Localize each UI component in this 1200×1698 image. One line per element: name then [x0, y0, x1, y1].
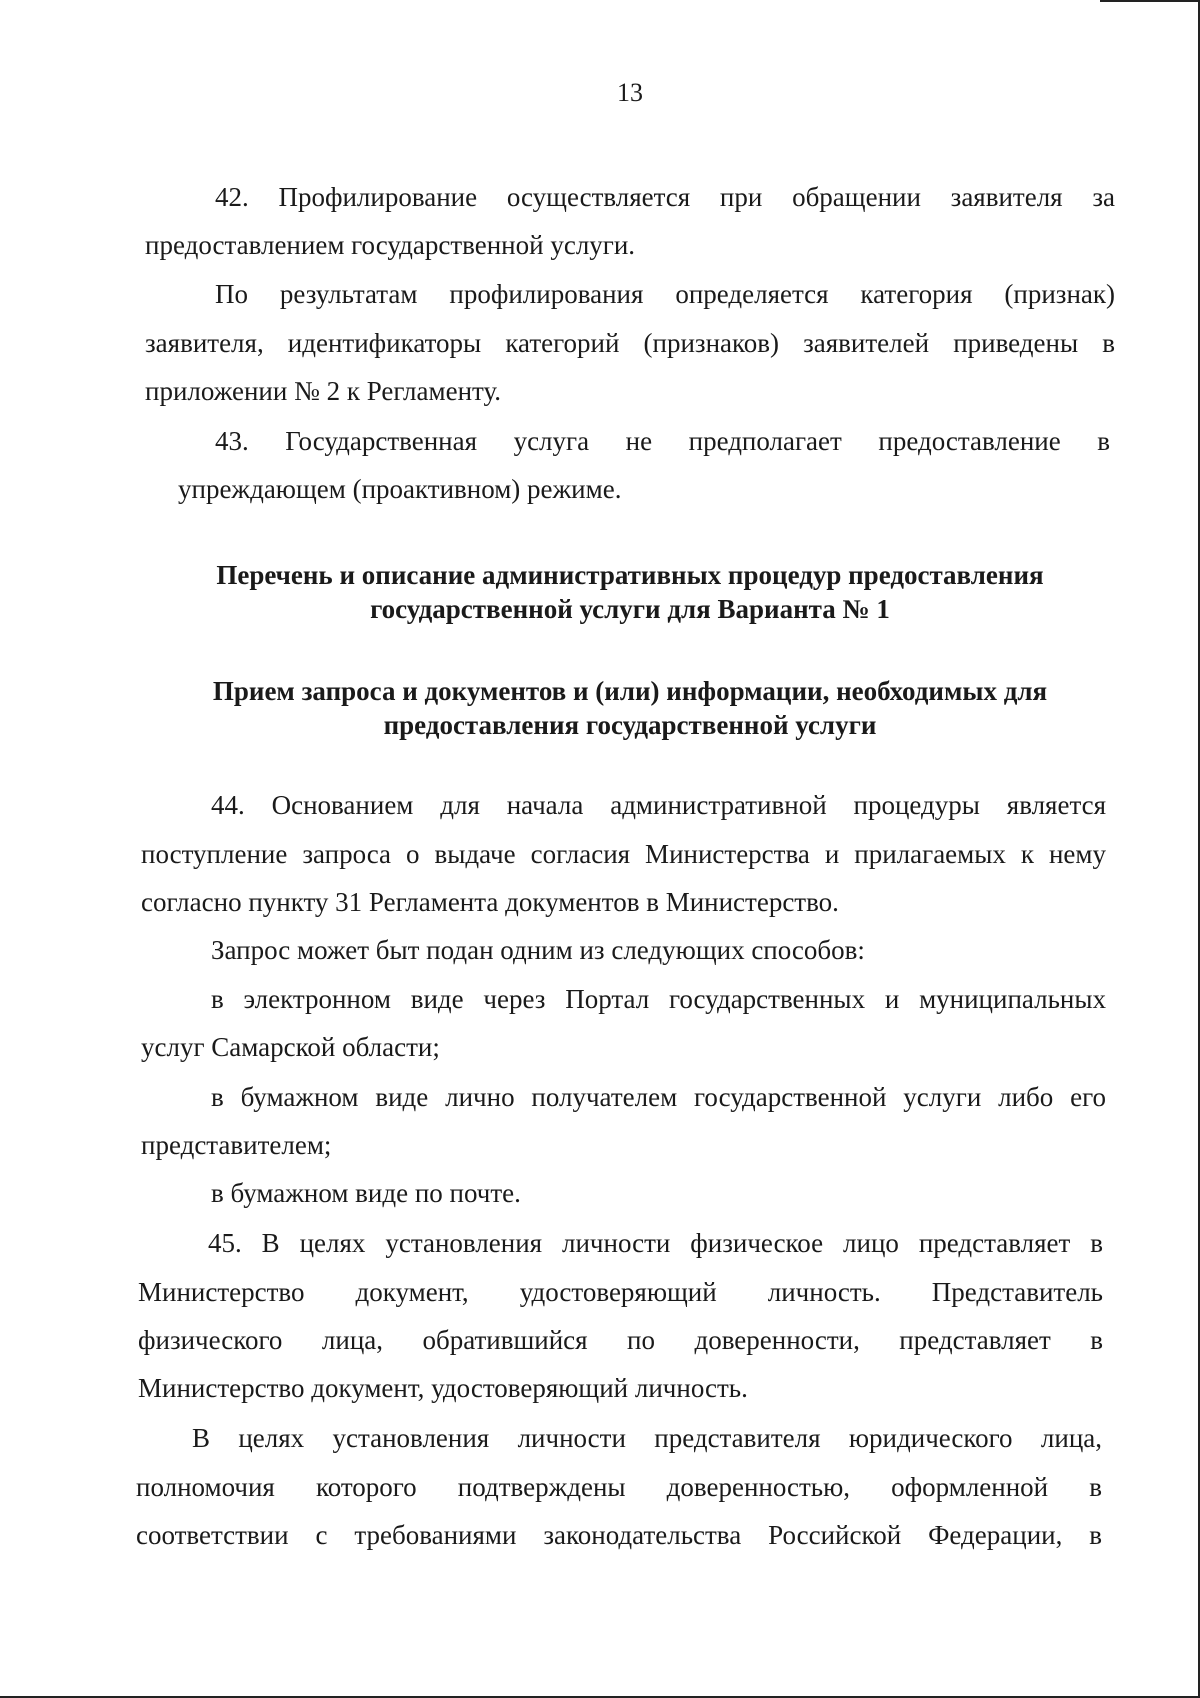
- paragraph-legal-entity-line-1: В целях установления личности представителя юридического лица,: [192, 1423, 1102, 1453]
- paragraph-electronic-line-2: услуг Самарской области;: [141, 1032, 440, 1062]
- scan-border-top: [1100, 0, 1200, 2]
- paragraph-paper-personal-line-2: представителем;: [141, 1130, 332, 1160]
- paragraph-paper-personal-line-1: в бумажном виде лично получателем государственной услуги либо его: [211, 1082, 1106, 1112]
- paragraph-44-line-2: поступление запроса о выдаче согласия Министерства и прилагаемых к нему: [141, 839, 1106, 869]
- paragraph-42-line-1: 42. Профилирование осуществляется при обращении заявителя за: [215, 182, 1115, 212]
- paragraph-paper-mail: в бумажном виде по почте.: [211, 1178, 521, 1208]
- paragraph-45-line-1: 45. В целях установления личности физическое лицо представляет в: [208, 1228, 1103, 1258]
- paragraph-44-line-3: согласно пункту 31 Регламента документов в Министерство.: [141, 887, 839, 917]
- paragraph-45-line-3: физического лица, обратившийся по доверенности, представляет в: [138, 1325, 1103, 1355]
- section-heading-procedures-line-1: Перечень и описание административных процедур предоставления: [216, 560, 1044, 590]
- paragraph-request-methods: Запрос может быт подан одним из следующих способов:: [211, 935, 865, 965]
- subsection-heading-request-line-2: предоставления государственной услуги: [383, 710, 877, 740]
- paragraph-electronic-line-1: в электронном виде через Портал государственных и муниципальных: [211, 984, 1106, 1014]
- paragraph-profiling-line-3: приложении № 2 к Регламенту.: [145, 376, 502, 406]
- subsection-heading-request-line-1: Прием запроса и документов и (или) информации, необходимых для: [212, 676, 1048, 706]
- paragraph-43-line-1: 43. Государственная услуга не предполагает предоставление в: [215, 426, 1110, 456]
- paragraph-42-line-2: предоставлением государственной услуги.: [145, 230, 636, 260]
- paragraph-legal-entity-line-3: соответствии с требованиями законодательства Российской Федерации, в: [136, 1520, 1102, 1550]
- paragraph-legal-entity-line-2: полномочия которого подтверждены доверенностью, оформленной в: [136, 1472, 1102, 1502]
- paragraph-44-line-1: 44. Основанием для начала административной процедуры является: [211, 790, 1106, 820]
- paragraph-43-line-2: упреждающем (проактивном) режиме.: [178, 474, 622, 504]
- page-number: 13: [617, 78, 643, 107]
- paragraph-profiling-line-2: заявителя, идентификаторы категорий (признаков) заявителей приведены в: [145, 328, 1115, 358]
- paragraph-45-line-2: Министерство документ, удостоверяющий личность. Представитель: [138, 1277, 1103, 1307]
- section-heading-procedures-line-2: государственной услуги для Варианта № 1: [370, 594, 890, 624]
- paragraph-45-line-4: Министерство документ, удостоверяющий личность.: [138, 1373, 748, 1403]
- paragraph-profiling-line-1: По результатам профилирования определяется категория (признак): [215, 279, 1115, 309]
